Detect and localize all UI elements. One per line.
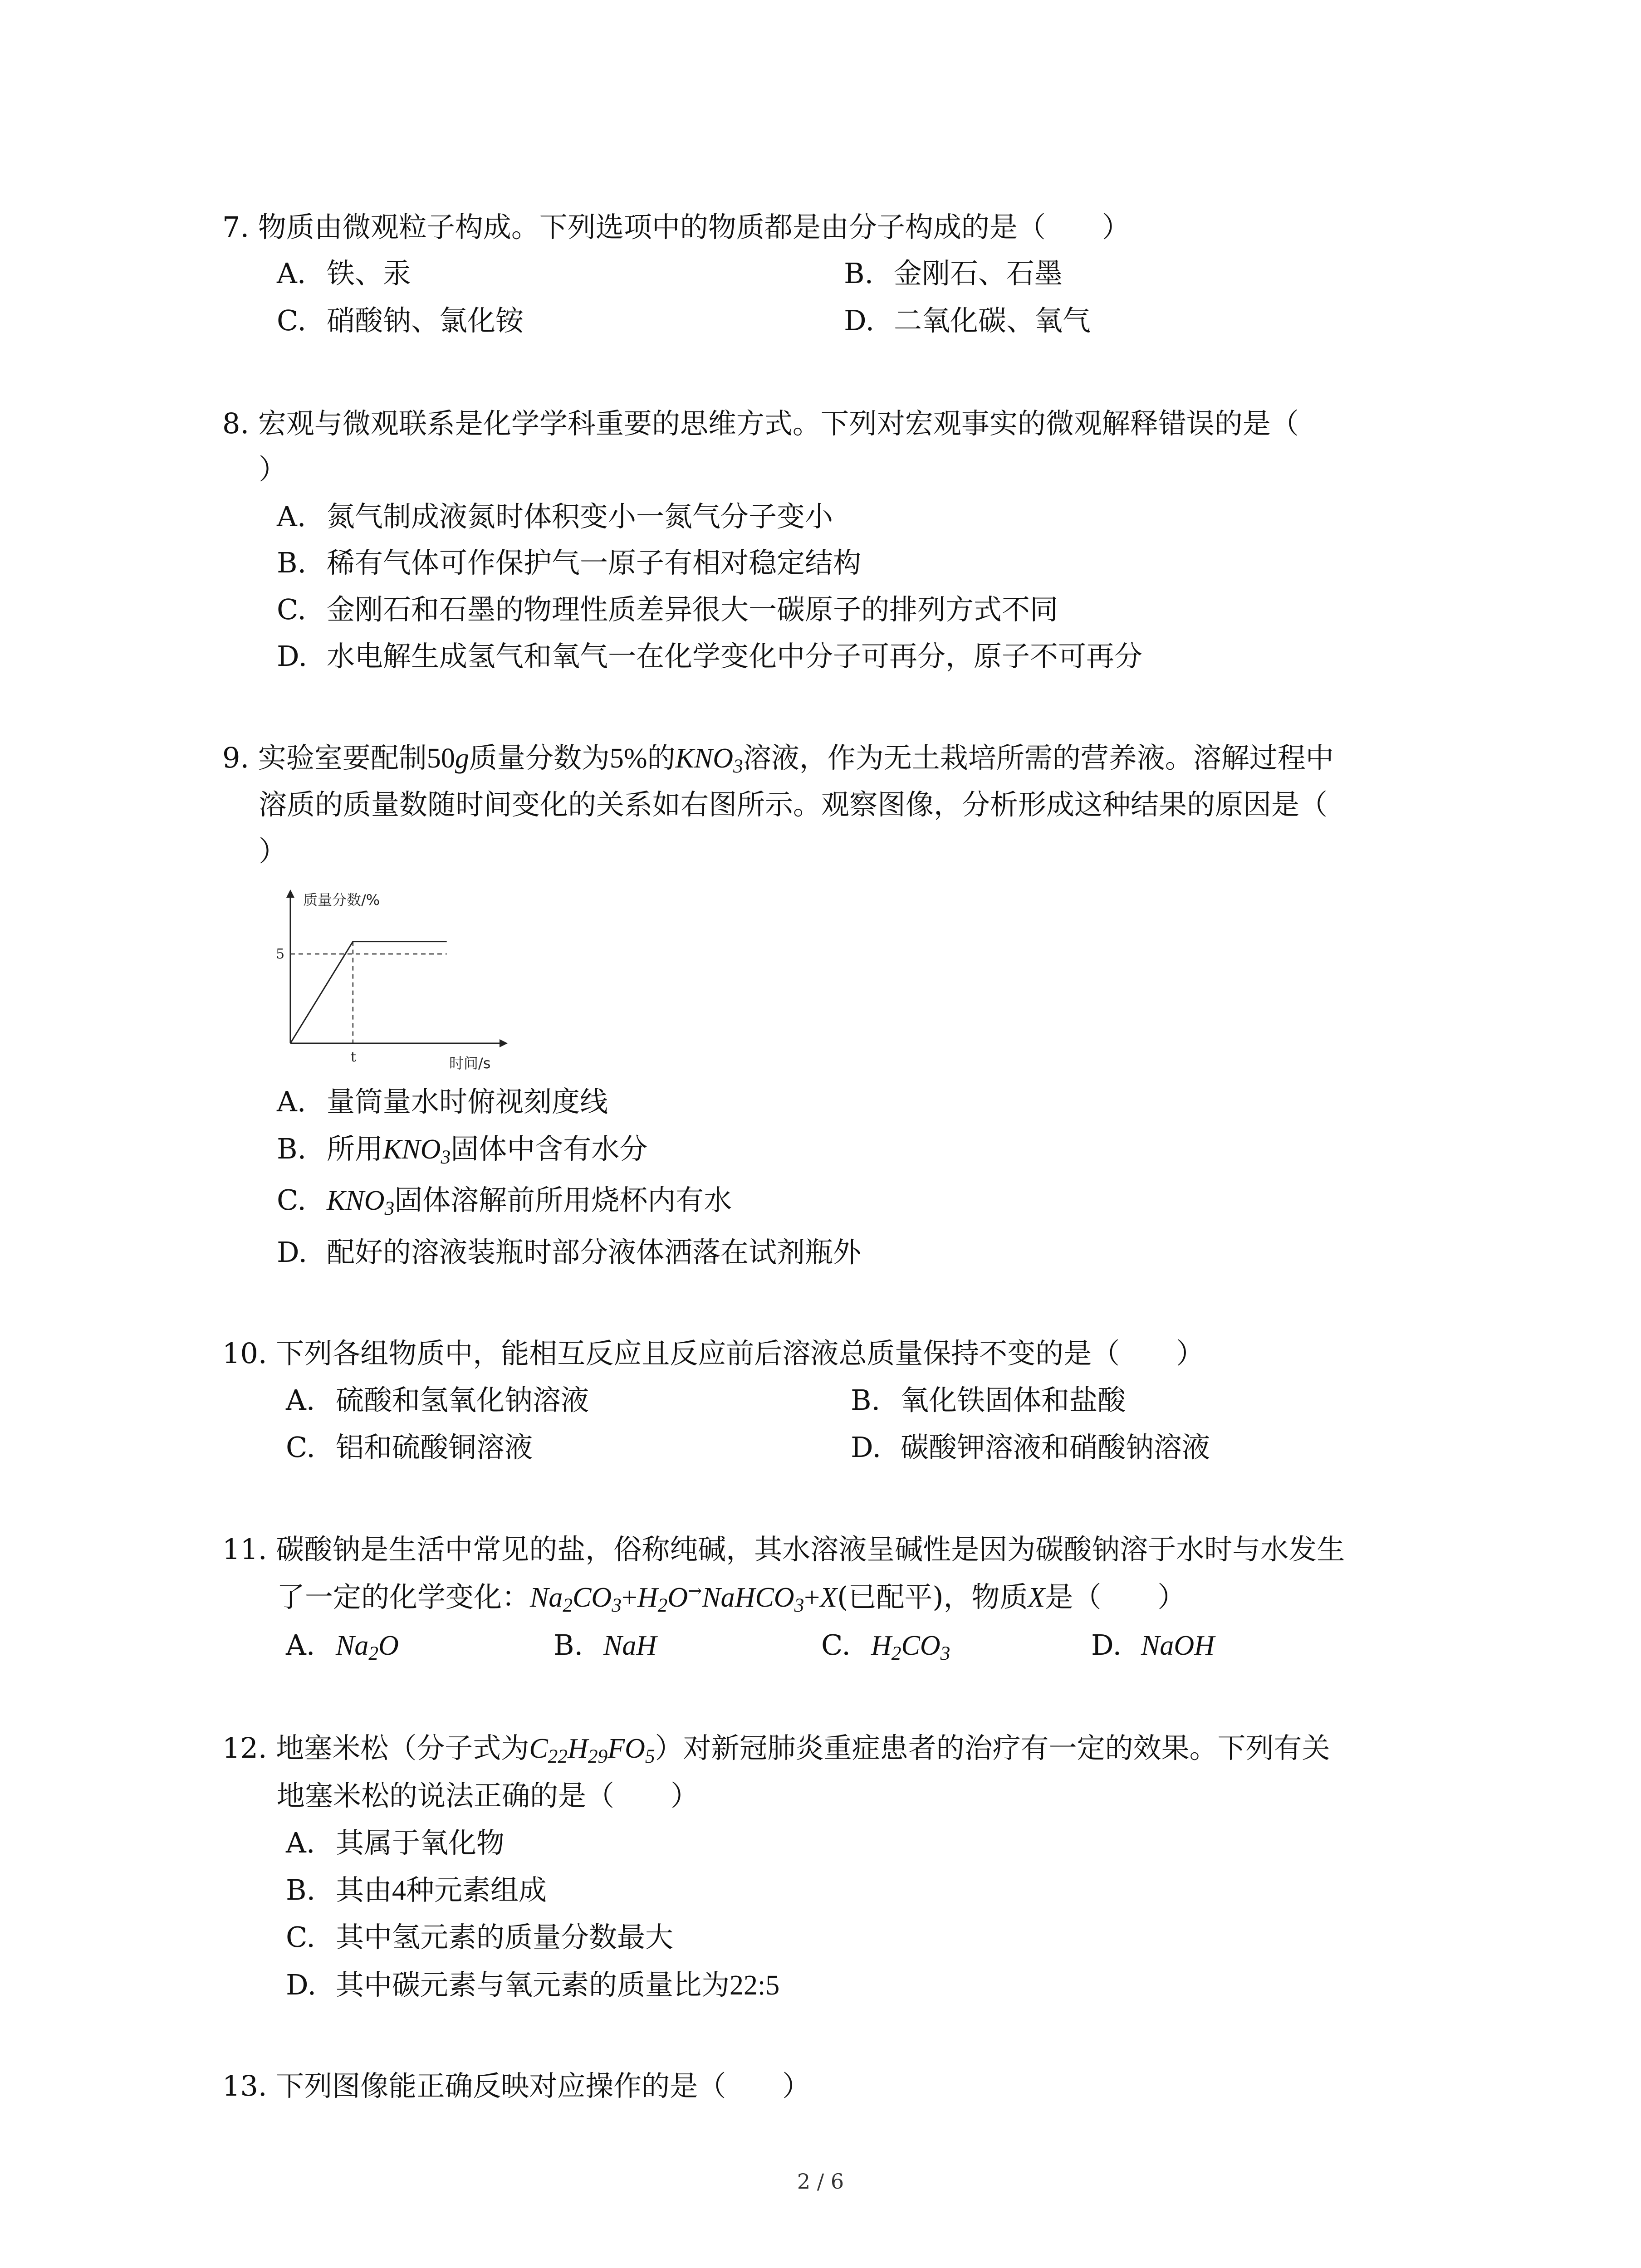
q11-option-b: B. NaH [554, 1628, 657, 1662]
q12-option-d: D. 其中碳元素与氧元素的质量比为22:5 [286, 1968, 780, 2001]
q11-stem-line2: 了一定的化学变化：$Na_2CO_3+H_2O^\to NaHCO_3+X$(已配平)，物质X是（ ） [277, 1580, 1186, 1616]
page-number: 2 / 6 [797, 2169, 844, 2194]
q7-option-c: C. 硝酸钠、氯化铵 [277, 304, 524, 337]
q8-stem-line1: 8. 宏观与微观联系是化学学科重要的思维方式。下列对宏观事实的微观解释错误的是（ [222, 407, 1299, 440]
q7-option-d: D. 二氧化碳、氧气 [844, 304, 1091, 337]
q11-option-c: C. $H_2CO_3$ [821, 1628, 950, 1664]
chart-y-tick-label: 5 [276, 946, 285, 963]
q9-option-a: A. 量筒量水时俯视刻度线 [277, 1085, 608, 1118]
q8-option-d: D. 水电解生成氢气和氧气一在化学变化中分子可再分，原子不可再分 [277, 640, 1143, 673]
q12-option-c: C. 其中氢元素的质量分数最大 [286, 1921, 674, 1954]
q9-option-b: B. 所用$KNO_3$固体中含有水分 [277, 1132, 648, 1168]
q10-option-b: B. 氧化铁固体和盐酸 [851, 1383, 1126, 1417]
q9-chart [268, 885, 522, 1075]
q12-option-a: A. 其属于氧化物 [286, 1826, 505, 1859]
q10-option-c: C. 铝和硫酸铜溶液 [286, 1431, 533, 1464]
q9-stem-line1: 9. 实验室要配制50g质量分数为5%的$KNO_3$溶液，作为无土栽培所需的营养液。溶解过程中 [222, 741, 1334, 777]
q7-stem: 7. 物质由微观粒子构成。下列选项中的物质都是由分子构成的是（ ） [222, 210, 1130, 244]
q10-stem: 10. 下列各组物质中，能相互反应且反应前后溶液总质量保持不变的是（ ） [222, 1337, 1205, 1370]
q12-option-b: B. 其由4种元素组成 [286, 1873, 547, 1906]
chart-y-axis-label: 质量分数/% [303, 891, 380, 909]
q8-option-b: B. 稀有气体可作保护气一原子有相对稳定结构 [277, 546, 862, 579]
q8-option-a: A. 氮气制成液氮时体积变小一氮气分子变小 [277, 500, 833, 533]
reaction-arrow: → [688, 1580, 702, 1601]
chart-series-line [290, 942, 447, 1043]
q9-stem-line2: 溶质的质量数随时间变化的关系如右图所示。观察图像，分析形成这种结果的原因是（ [259, 788, 1328, 821]
q7-option-a: A. 铁、汞 [277, 257, 411, 290]
q12-stem-line2: 地塞米松的说法正确的是（ ） [277, 1779, 699, 1812]
q8-option-c: C. 金刚石和石墨的物理性质差异很大一碳原子的排列方式不同 [277, 593, 1058, 626]
q9-stem-line3: ） [259, 835, 287, 868]
q10-option-d: D. 碳酸钾溶液和硝酸钠溶液 [851, 1431, 1210, 1464]
q11-option-a: A. $Na_2O$ [286, 1628, 399, 1664]
q7-option-b: B. 金刚石、石墨 [844, 257, 1063, 290]
q13-stem: 13. 下列图像能正确反映对应操作的是（ ） [222, 2069, 811, 2102]
q9-option-c: C. $KNO_3$固体溶解前所用烧杯内有水 [277, 1183, 732, 1219]
q10-option-a: A. 硫酸和氢氧化钠溶液 [286, 1383, 589, 1417]
q8-stem-line2: ） [259, 453, 287, 486]
q9-option-d: D. 配好的溶液装瓶时部分液体洒落在试剂瓶外 [277, 1236, 862, 1269]
chart-x-tick-label: t [350, 1049, 356, 1065]
q11-stem-line1: 11. 碳酸钠是生活中常见的盐，俗称纯碱，其水溶液呈碱性是因为碳酸钠溶于水时与水发生 [222, 1533, 1345, 1566]
q12-stem-line1: 12. 地塞米松（分子式为$C_{22}H_{29}FO_5$）对新冠肺炎重症患者的治疗有一定的效果。下列有关 [222, 1731, 1330, 1767]
q11-option-d: D. NaOH [1091, 1628, 1215, 1662]
chart-x-axis-label: 时间/s [449, 1055, 491, 1072]
